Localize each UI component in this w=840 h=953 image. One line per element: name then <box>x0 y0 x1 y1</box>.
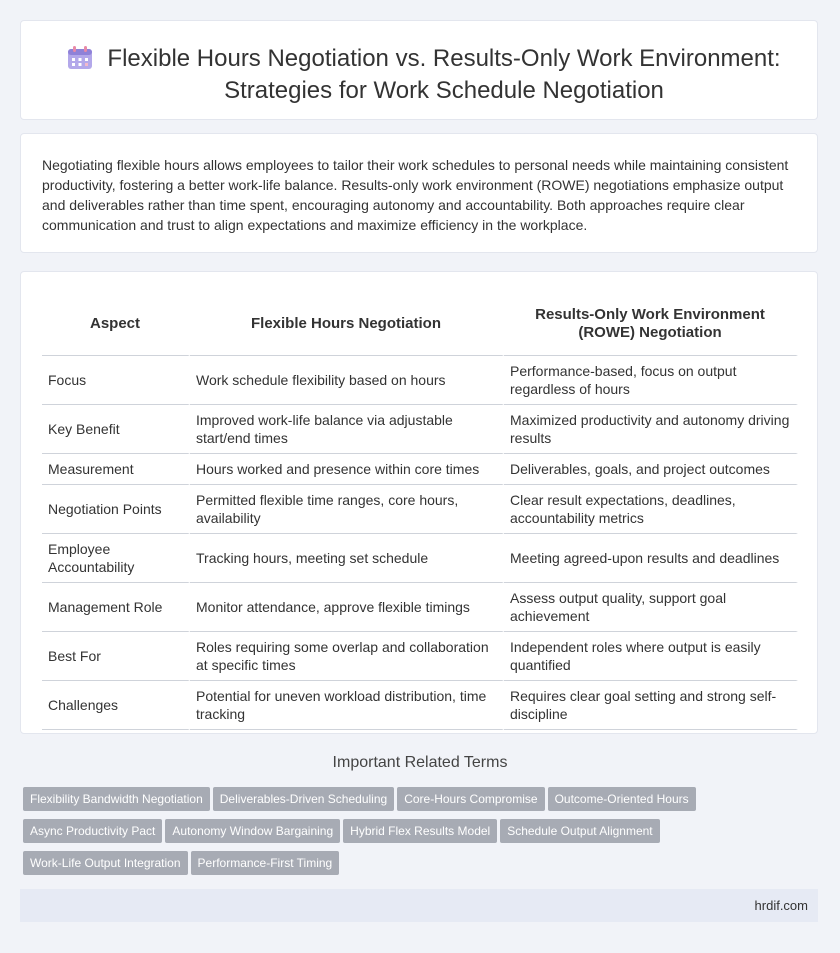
table-row <box>42 632 798 681</box>
row-aspect-cell: Management Role <box>42 583 190 632</box>
related-term-tag[interactable]: Deliverables-Driven Scheduling <box>213 787 394 811</box>
related-term-tag[interactable]: Core-Hours Compromise <box>397 787 544 811</box>
related-term-tag[interactable]: Autonomy Window Bargaining <box>165 819 340 843</box>
row-aspect-cell: Best For <box>42 632 190 681</box>
header-rowe: Results-Only Work Environment (ROWE) Negotiation <box>504 292 798 356</box>
row-aspect-cell: Negotiation Points <box>42 485 190 534</box>
table-row <box>42 454 798 485</box>
row-aspect-cell: Key Benefit <box>42 405 190 454</box>
table-header-row <box>42 292 798 356</box>
row-aspect-cell: Measurement <box>42 454 190 485</box>
row-aspect-cell: Challenges <box>42 681 190 730</box>
row-aspect-cell: Focus <box>42 356 190 405</box>
table-row <box>42 583 798 632</box>
related-term-tag[interactable]: Flexibility Bandwidth Negotiation <box>23 787 210 811</box>
table-row <box>42 485 798 534</box>
footer <box>20 889 818 922</box>
intro-card <box>20 133 818 253</box>
row-flexible-cell: Tracking hours, meeting set schedule <box>190 534 504 583</box>
related-terms-heading: Important Related Terms <box>332 754 508 771</box>
header-flexible-hours: Flexible Hours Negotiation <box>190 292 504 356</box>
table-row <box>42 534 798 583</box>
row-flexible-cell: Roles requiring some overlap and collaboration at specific times <box>190 632 504 681</box>
comparison-table-card <box>20 271 818 734</box>
intro-paragraph: Negotiating flexible hours allows employees to tailor their work schedules to personal needs while maintaining consistent productivity, fostering a better work-life balance. Results-only work environment (ROWE) negotiations emphasize output and deliverables rather than time spent, encouraging autonomy and accountability. Both approaches require clear communication and trust to align expectations and maximize efficiency in the workplace. <box>42 157 789 233</box>
row-rowe-cell: Maximized productivity and autonomy driving results <box>504 405 798 454</box>
row-flexible-cell: Permitted flexible time ranges, core hours, availability <box>190 485 504 534</box>
related-term-tag[interactable]: Schedule Output Alignment <box>500 819 659 843</box>
comparison-table <box>42 292 798 730</box>
related-term-tag[interactable]: Hybrid Flex Results Model <box>343 819 497 843</box>
row-rowe-cell: Meeting agreed-upon results and deadlines <box>504 534 798 583</box>
footer-site: hrdif.com <box>754 898 808 913</box>
row-flexible-cell: Improved work-life balance via adjustable start/end times <box>190 405 504 454</box>
related-term-tag[interactable]: Performance-First Timing <box>191 851 340 875</box>
row-flexible-cell: Work schedule flexibility based on hours <box>190 356 504 405</box>
title-card <box>20 20 818 120</box>
related-terms-list <box>23 787 813 883</box>
page-title: Flexible Hours Negotiation vs. Results-Only Work Environment: Strategies for Work Schedule Negotiation <box>107 45 781 104</box>
row-aspect-cell: Employee Accountability <box>42 534 190 583</box>
table-row <box>42 356 798 405</box>
table-row <box>42 681 798 730</box>
row-rowe-cell: Independent roles where output is easily quantified <box>504 632 798 681</box>
row-flexible-cell: Monitor attendance, approve flexible timings <box>190 583 504 632</box>
related-term-tag[interactable]: Outcome-Oriented Hours <box>548 787 696 811</box>
row-flexible-cell: Hours worked and presence within core times <box>190 454 504 485</box>
row-rowe-cell: Requires clear goal setting and strong self-discipline <box>504 681 798 730</box>
related-term-tag[interactable]: Async Productivity Pact <box>23 819 162 843</box>
row-rowe-cell: Clear result expectations, deadlines, accountability metrics <box>504 485 798 534</box>
row-rowe-cell: Performance-based, focus on output regardless of hours <box>504 356 798 405</box>
table-row <box>42 405 798 454</box>
related-term-tag[interactable]: Work-Life Output Integration <box>23 851 188 875</box>
header-aspect: Aspect <box>42 292 190 356</box>
row-flexible-cell: Potential for uneven workload distribution, time tracking <box>190 681 504 730</box>
row-rowe-cell: Deliverables, goals, and project outcomes <box>504 454 798 485</box>
row-rowe-cell: Assess output quality, support goal achievement <box>504 583 798 632</box>
